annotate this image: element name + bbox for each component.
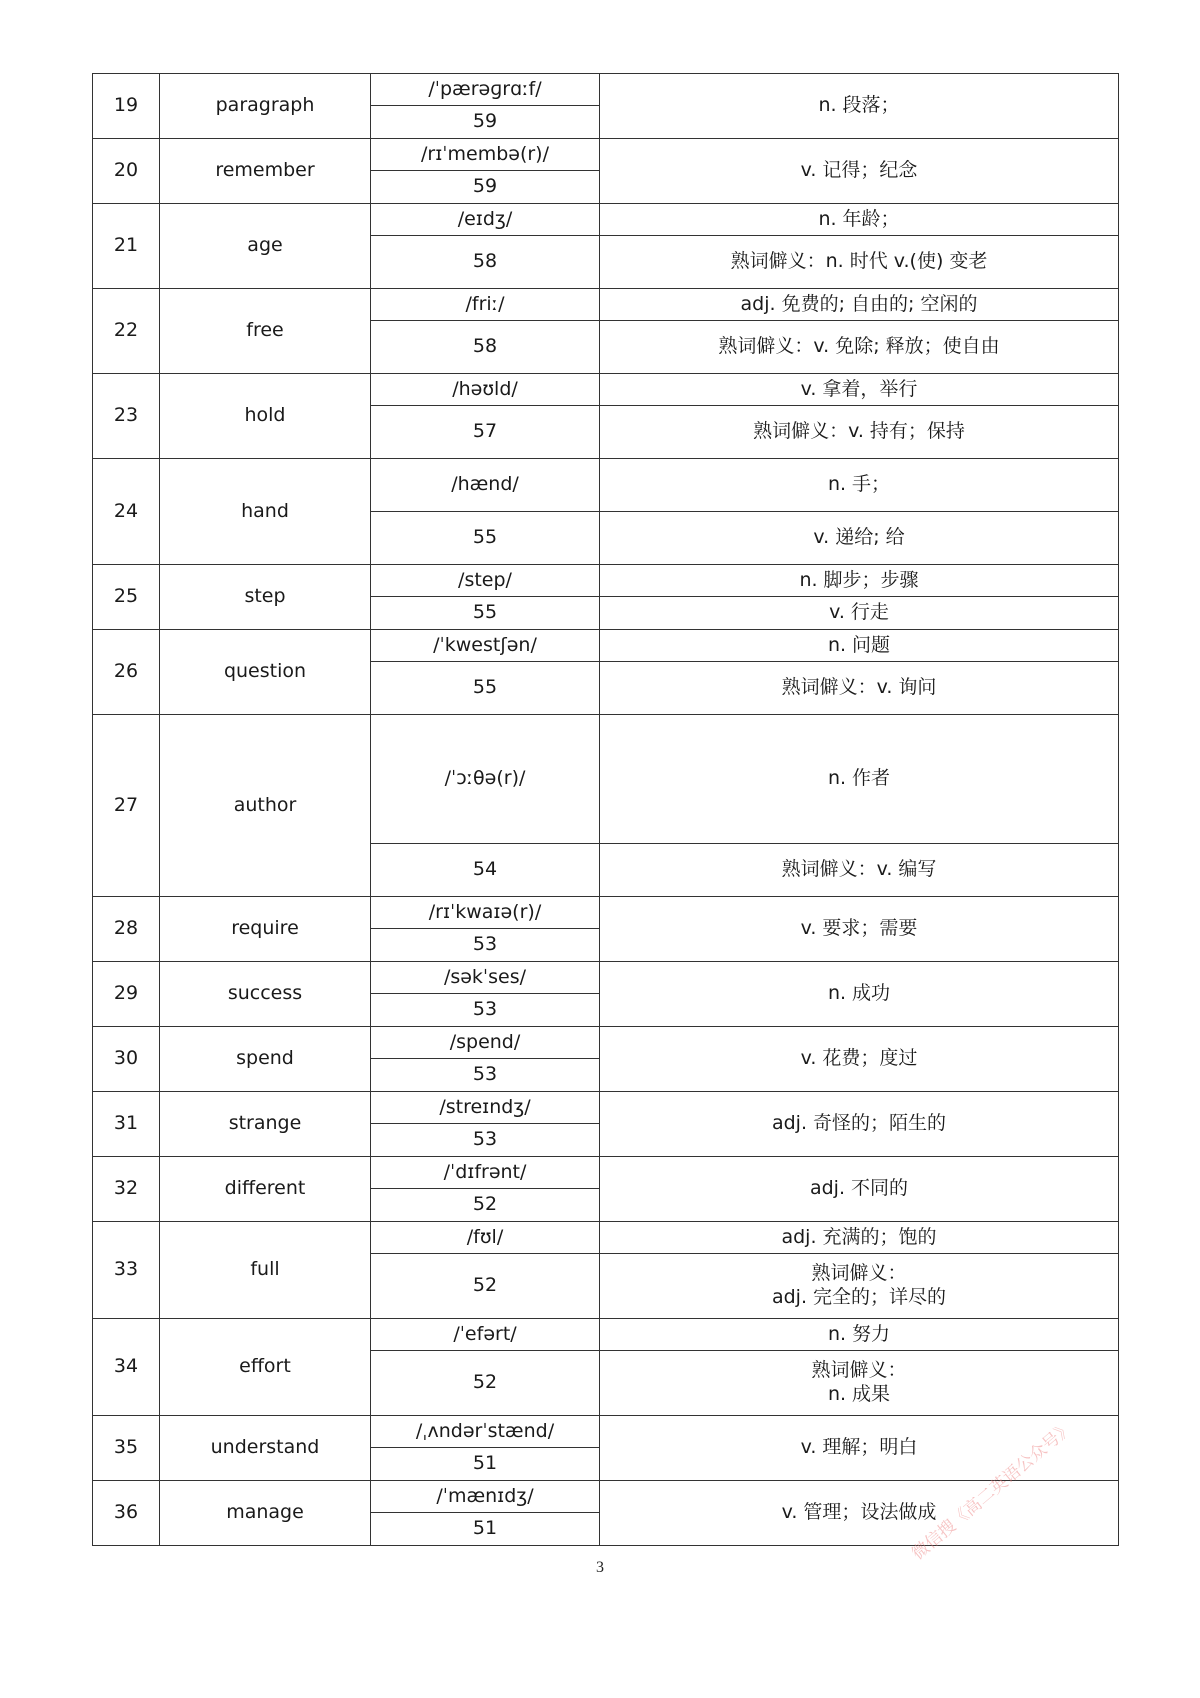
word: spend	[160, 1027, 371, 1092]
frequency: 57	[371, 406, 600, 459]
vocabulary-table	[92, 73, 1119, 1546]
row-number: 19	[93, 74, 160, 139]
extended-meaning	[600, 1351, 1119, 1416]
table-row	[93, 630, 1119, 662]
phonetic: /həʊld/	[371, 374, 600, 406]
phonetic: /ˈpærəɡrɑːf/	[371, 74, 600, 106]
extended-meaning: 熟词僻义：v. 免除; 释放；使自由	[600, 321, 1119, 374]
word: paragraph	[160, 74, 371, 139]
meaning: adj. 免费的; 自由的; 空闲的	[600, 289, 1119, 321]
word: question	[160, 630, 371, 715]
phonetic: /ˈefərt/	[371, 1319, 600, 1351]
meaning: v. 理解；明白	[600, 1416, 1119, 1481]
extended-meaning: 熟词僻义：v. 询问	[600, 662, 1119, 715]
extended-meaning: 熟词僻义：n. 时代 v.(使) 变老	[600, 236, 1119, 289]
row-number: 31	[93, 1092, 160, 1157]
meaning: n. 手；	[600, 459, 1119, 512]
meaning: n. 努力	[600, 1319, 1119, 1351]
meaning: n. 作者	[600, 715, 1119, 844]
row-number: 36	[93, 1481, 160, 1546]
frequency: 53	[371, 994, 600, 1027]
meaning: v. 记得；纪念	[600, 139, 1119, 204]
word: manage	[160, 1481, 371, 1546]
extended-meaning: v. 行走	[600, 597, 1119, 630]
meaning: v. 管理；设法做成	[600, 1481, 1119, 1546]
frequency: 53	[371, 1124, 600, 1157]
page-number: 3	[596, 1559, 604, 1576]
word: remember	[160, 139, 371, 204]
phonetic: /step/	[371, 565, 600, 597]
table-row	[93, 962, 1119, 994]
word: author	[160, 715, 371, 897]
meaning: adj. 充满的；饱的	[600, 1222, 1119, 1254]
word: age	[160, 204, 371, 289]
table-row	[93, 1157, 1119, 1189]
table-row	[93, 1092, 1119, 1124]
table-row	[93, 1222, 1119, 1254]
table-row	[93, 897, 1119, 929]
row-number: 26	[93, 630, 160, 715]
frequency: 58	[371, 236, 600, 289]
extended-meaning: v. 递给; 给	[600, 512, 1119, 565]
word: strange	[160, 1092, 371, 1157]
word: understand	[160, 1416, 371, 1481]
row-number: 25	[93, 565, 160, 630]
phonetic: /eɪdʒ/	[371, 204, 600, 236]
frequency: 59	[371, 171, 600, 204]
extended-meaning-label: 熟词僻义：	[811, 1359, 907, 1382]
row-number: 20	[93, 139, 160, 204]
row-number: 24	[93, 459, 160, 565]
table-row	[93, 74, 1119, 106]
meaning: n. 成功	[600, 962, 1119, 1027]
frequency: 55	[371, 597, 600, 630]
extended-meaning	[600, 1254, 1119, 1319]
phonetic: /spend/	[371, 1027, 600, 1059]
phonetic: /fʊl/	[371, 1222, 600, 1254]
extended-meaning: 熟词僻义：v. 持有；保持	[600, 406, 1119, 459]
row-number: 32	[93, 1157, 160, 1222]
row-number: 33	[93, 1222, 160, 1319]
phonetic: /hænd/	[371, 459, 600, 512]
table-row	[93, 1027, 1119, 1059]
meaning: n. 段落；	[600, 74, 1119, 139]
meaning: n. 问题	[600, 630, 1119, 662]
row-number: 27	[93, 715, 160, 897]
row-number: 28	[93, 897, 160, 962]
row-number: 30	[93, 1027, 160, 1092]
phonetic: /səkˈses/	[371, 962, 600, 994]
word: effort	[160, 1319, 371, 1416]
frequency: 58	[371, 321, 600, 374]
word: step	[160, 565, 371, 630]
phonetic: /rɪˈmembə(r)/	[371, 139, 600, 171]
word: hand	[160, 459, 371, 565]
meaning: n. 年龄；	[600, 204, 1119, 236]
frequency: 55	[371, 662, 600, 715]
row-number: 21	[93, 204, 160, 289]
frequency: 52	[371, 1254, 600, 1319]
watermark: 微信搜《高二英语公众号》	[908, 1417, 1078, 1565]
meaning: n. 脚步；步骤	[600, 565, 1119, 597]
word: free	[160, 289, 371, 374]
meaning: adj. 奇怪的；陌生的	[600, 1092, 1119, 1157]
frequency: 55	[371, 512, 600, 565]
table-row	[93, 139, 1119, 171]
phonetic: /rɪˈkwaɪə(r)/	[371, 897, 600, 929]
word: hold	[160, 374, 371, 459]
table-row	[93, 715, 1119, 844]
phonetic: /ˌʌndərˈstænd/	[371, 1416, 600, 1448]
word: success	[160, 962, 371, 1027]
word: require	[160, 897, 371, 962]
frequency: 53	[371, 1059, 600, 1092]
table-row	[93, 1416, 1119, 1448]
frequency: 51	[371, 1513, 600, 1546]
word: different	[160, 1157, 371, 1222]
row-number: 22	[93, 289, 160, 374]
table-row	[93, 204, 1119, 236]
extended-meaning-text: adj. 完全的；详尽的	[771, 1286, 947, 1308]
meaning: v. 要求；需要	[600, 897, 1119, 962]
frequency: 51	[371, 1448, 600, 1481]
phonetic: /ˈkwestʃən/	[371, 630, 600, 662]
phonetic: /streɪndʒ/	[371, 1092, 600, 1124]
phonetic: /ˈmænɪdʒ/	[371, 1481, 600, 1513]
frequency: 53	[371, 929, 600, 962]
table-row	[93, 374, 1119, 406]
meaning: v. 花费；度过	[600, 1027, 1119, 1092]
frequency: 52	[371, 1351, 600, 1416]
phonetic: /ˈdɪfrənt/	[371, 1157, 600, 1189]
table-row	[93, 289, 1119, 321]
frequency: 54	[371, 844, 600, 897]
table-row	[93, 565, 1119, 597]
word: full	[160, 1222, 371, 1319]
row-number: 35	[93, 1416, 160, 1481]
phonetic: /ˈɔːθə(r)/	[371, 715, 600, 844]
table-row	[93, 459, 1119, 512]
row-number: 23	[93, 374, 160, 459]
meaning: adj. 不同的	[600, 1157, 1119, 1222]
extended-meaning-label: 熟词僻义：	[811, 1262, 907, 1285]
frequency: 52	[371, 1189, 600, 1222]
table-row	[93, 1319, 1119, 1351]
row-number: 34	[93, 1319, 160, 1416]
phonetic: /friː/	[371, 289, 600, 321]
row-number: 29	[93, 962, 160, 1027]
meaning: v. 拿着，举行	[600, 374, 1119, 406]
extended-meaning-text: n. 成果	[827, 1383, 891, 1405]
frequency: 59	[371, 106, 600, 139]
extended-meaning: 熟词僻义：v. 编写	[600, 844, 1119, 897]
